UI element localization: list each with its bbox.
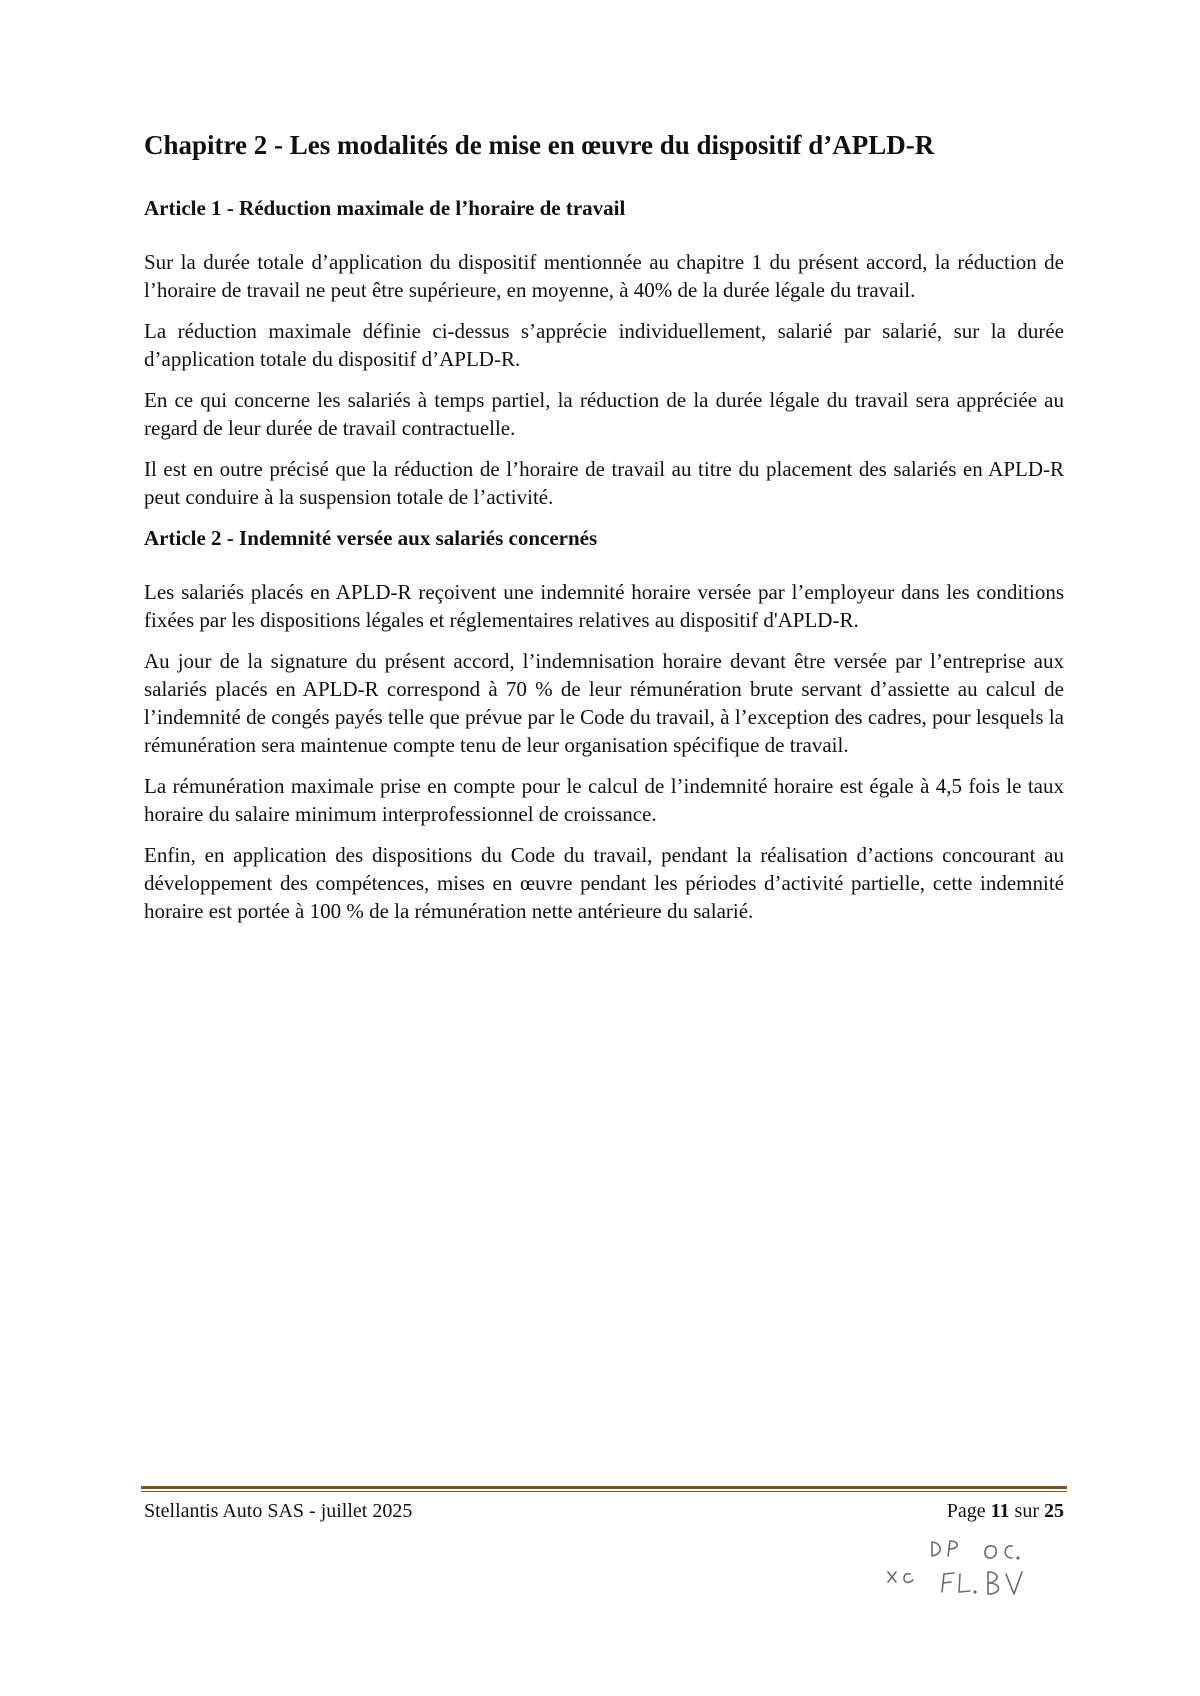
article-2-paragraph-1: Les salariés placés en APLD-R reçoivent une indemnité horaire versée par l’employeur dans les conditions fixées par les dispositions légales et réglementaires relatives au dispositif d'APLD-R. (144, 580, 1064, 632)
footer-page-indicator (947, 1498, 1064, 1524)
page-middle: sur (1009, 1500, 1044, 1522)
article-1 (144, 194, 1064, 511)
footer-company-date: Stellantis Auto SAS - juillet 2025 (144, 1500, 413, 1522)
article-1-paragraph-2: La réduction maximale définie ci-dessus s’apprécie individuellement, salarié par salarié, sur la durée d’application totale du dispositif d’APLD-R. (144, 319, 1064, 371)
page-total: 25 (1044, 1500, 1064, 1522)
article-1-title: Article 1 - Réduction maximale de l’horaire de travail (144, 196, 626, 220)
article-2-paragraph-4: Enfin, en application des dispositions du Code du travail, pendant la réalisation d’actions concourant au développement des compétences, mises en œuvre pendant les périodes d’activité partielle, cette indemnité horaire est portée à 100 % de la rémunération nette antérieure du salarié. (144, 843, 1064, 923)
article-2-paragraph-2: Au jour de la signature du présent accord, l’indemnisation horaire devant être versée par l’entreprise aux salariés placés en APLD-R correspond à 70 % de leur rémunération brute servant d’assiette au calcul de l’indemnité de congés payés telle que prévue par le Code du travail, à l’exception des cadres, pour lesquels la rémunération sera maintenue compte tenu de leur organisation spécifique de travail. (144, 649, 1064, 757)
handwritten-initials (880, 1532, 1070, 1602)
article-1-paragraph-3: En ce qui concerne les salariés à temps partiel, la réduction de la durée légale du travail sera appréciée au regard de leur durée de travail contractuelle. (144, 388, 1064, 440)
article-2-title: Article 2 - Indemnité versée aux salariés concernés (144, 526, 598, 550)
page-number: 11 (990, 1500, 1010, 1522)
chapter-title: Chapitre 2 - Les modalités de mise en œuvre du dispositif d’APLD-R (144, 130, 935, 160)
article-2 (144, 524, 1064, 925)
article-1-paragraph-4: Il est en outre précisé que la réduction de l’horaire de travail au titre du placement des salariés en APLD-R peut conduire à la suspension totale de l’activité. (144, 457, 1064, 509)
article-2-paragraph-3: La rémunération maximale prise en compte pour le calcul de l’indemnité horaire est égale à 4,5 fois le taux horaire du salaire minimum interprofessionnel de croissance. (144, 774, 1064, 826)
article-1-paragraph-1: Sur la durée totale d’application du dispositif mentionnée au chapitre 1 du présent accord, la réduction de l’horaire de travail ne peut être supérieure, en moyenne, à 40% de la durée légale du travail. (144, 250, 1064, 302)
footer-rule (141, 1486, 1067, 1492)
page-content (144, 128, 1064, 938)
page-prefix: Page (946, 1500, 991, 1522)
